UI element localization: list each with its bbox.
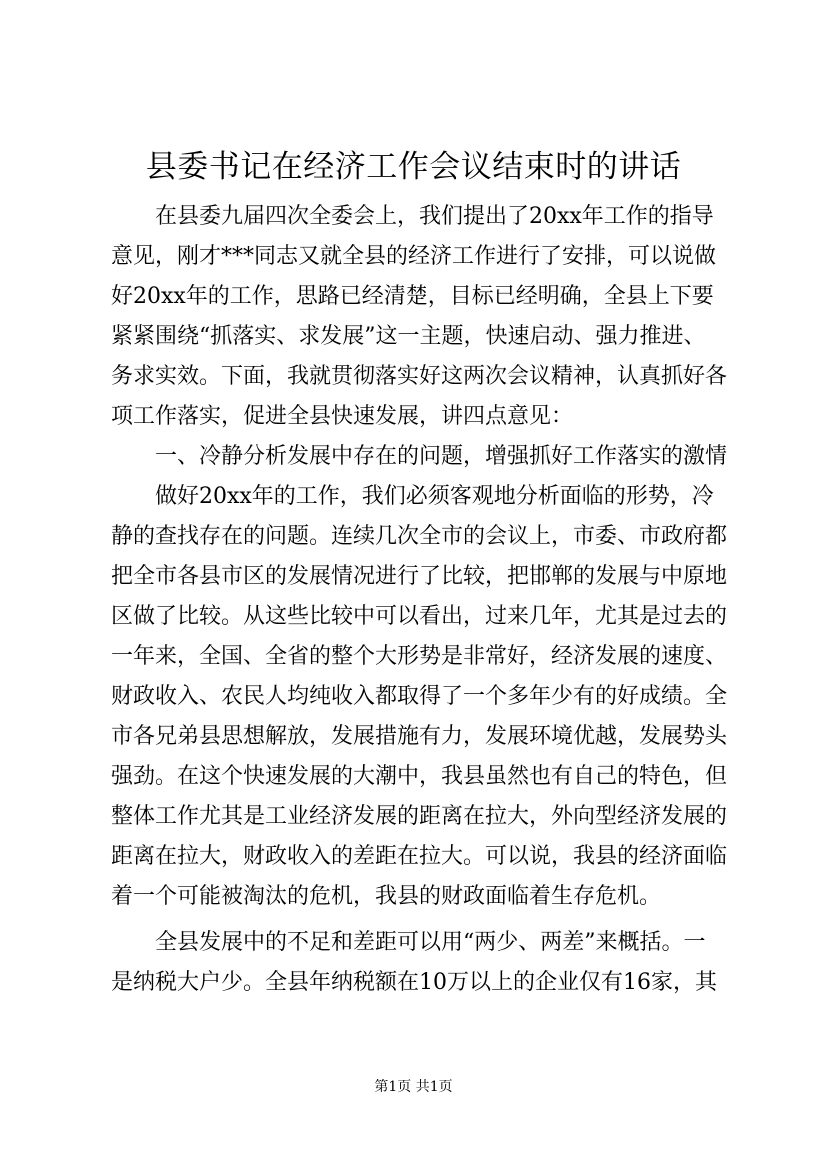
document-title: 县委书记在经济工作会议结束时的讲话: [145, 149, 682, 185]
text-line: 务求实效。下面，我就贯彻落实好这两次会议精神，认真抓好各: [111, 364, 728, 389]
text-line: 在县委九届四次全委会上，我们提出了20xx年工作的指导: [111, 204, 714, 229]
text-line: 强劲。在这个快速发展的大潮中，我县虽然也有自己的特色，但: [111, 764, 728, 789]
text-line: 项工作落实，促进全县快速发展，讲四点意见：: [111, 404, 574, 429]
text-line: 距离在拉大，财政收入的差距在拉大。可以说，我县的经济面临: [111, 844, 728, 869]
text-line: 市各兄弟县思想解放，发展措施有力，发展环境优越，发展势头: [111, 724, 728, 749]
text-line: 静的查找存在的问题。连续几次全市的会议上，市委、市政府都: [111, 524, 728, 549]
text-line: 意见，刚才***同志又就全县的经济工作进行了安排，可以说做: [111, 244, 717, 269]
text-line: 全县发展中的不足和差距可以用“两少、两差”来概括。一: [111, 930, 706, 955]
section-heading: 一、冷静分析发展中存在的问题，增强抓好工作落实的激情: [111, 444, 728, 469]
text-line: 好20xx年的工作，思路已经清楚，目标已经明确，全县上下要: [111, 284, 714, 309]
text-line: 把全市各县市区的发展情况进行了比较，把邯郸的发展与中原地: [111, 564, 728, 589]
text-line: 着一个可能被淘汰的危机，我县的财政面临着生存危机。: [111, 884, 662, 909]
text-line: 做好20xx年的工作，我们必须客观地分析面临的形势，冷: [111, 484, 714, 509]
page-footer: 第1页 共1页: [374, 1079, 453, 1095]
text-line: 整体工作尤其是工业经济发展的距离在拉大，外向型经济发展的: [111, 804, 728, 829]
text-line: 财政收入、农民人均纯收入都取得了一个多年少有的好成绩。全: [111, 684, 728, 709]
text-line: 是纳税大户少。全县年纳税额在10万以上的企业仅有16家，其: [111, 970, 717, 995]
text-line: 区做了比较。从这些比较中可以看出，过来几年，尤其是过去的: [111, 604, 728, 629]
text-line: 一年来，全国、全省的整个大形势是非常好，经济发展的速度、: [111, 644, 728, 669]
document-body: [111, 197, 731, 1003]
text-line: 紧紧围绕“抓落实、求发展”这一主题，快速启动、强力推进、: [111, 324, 706, 349]
